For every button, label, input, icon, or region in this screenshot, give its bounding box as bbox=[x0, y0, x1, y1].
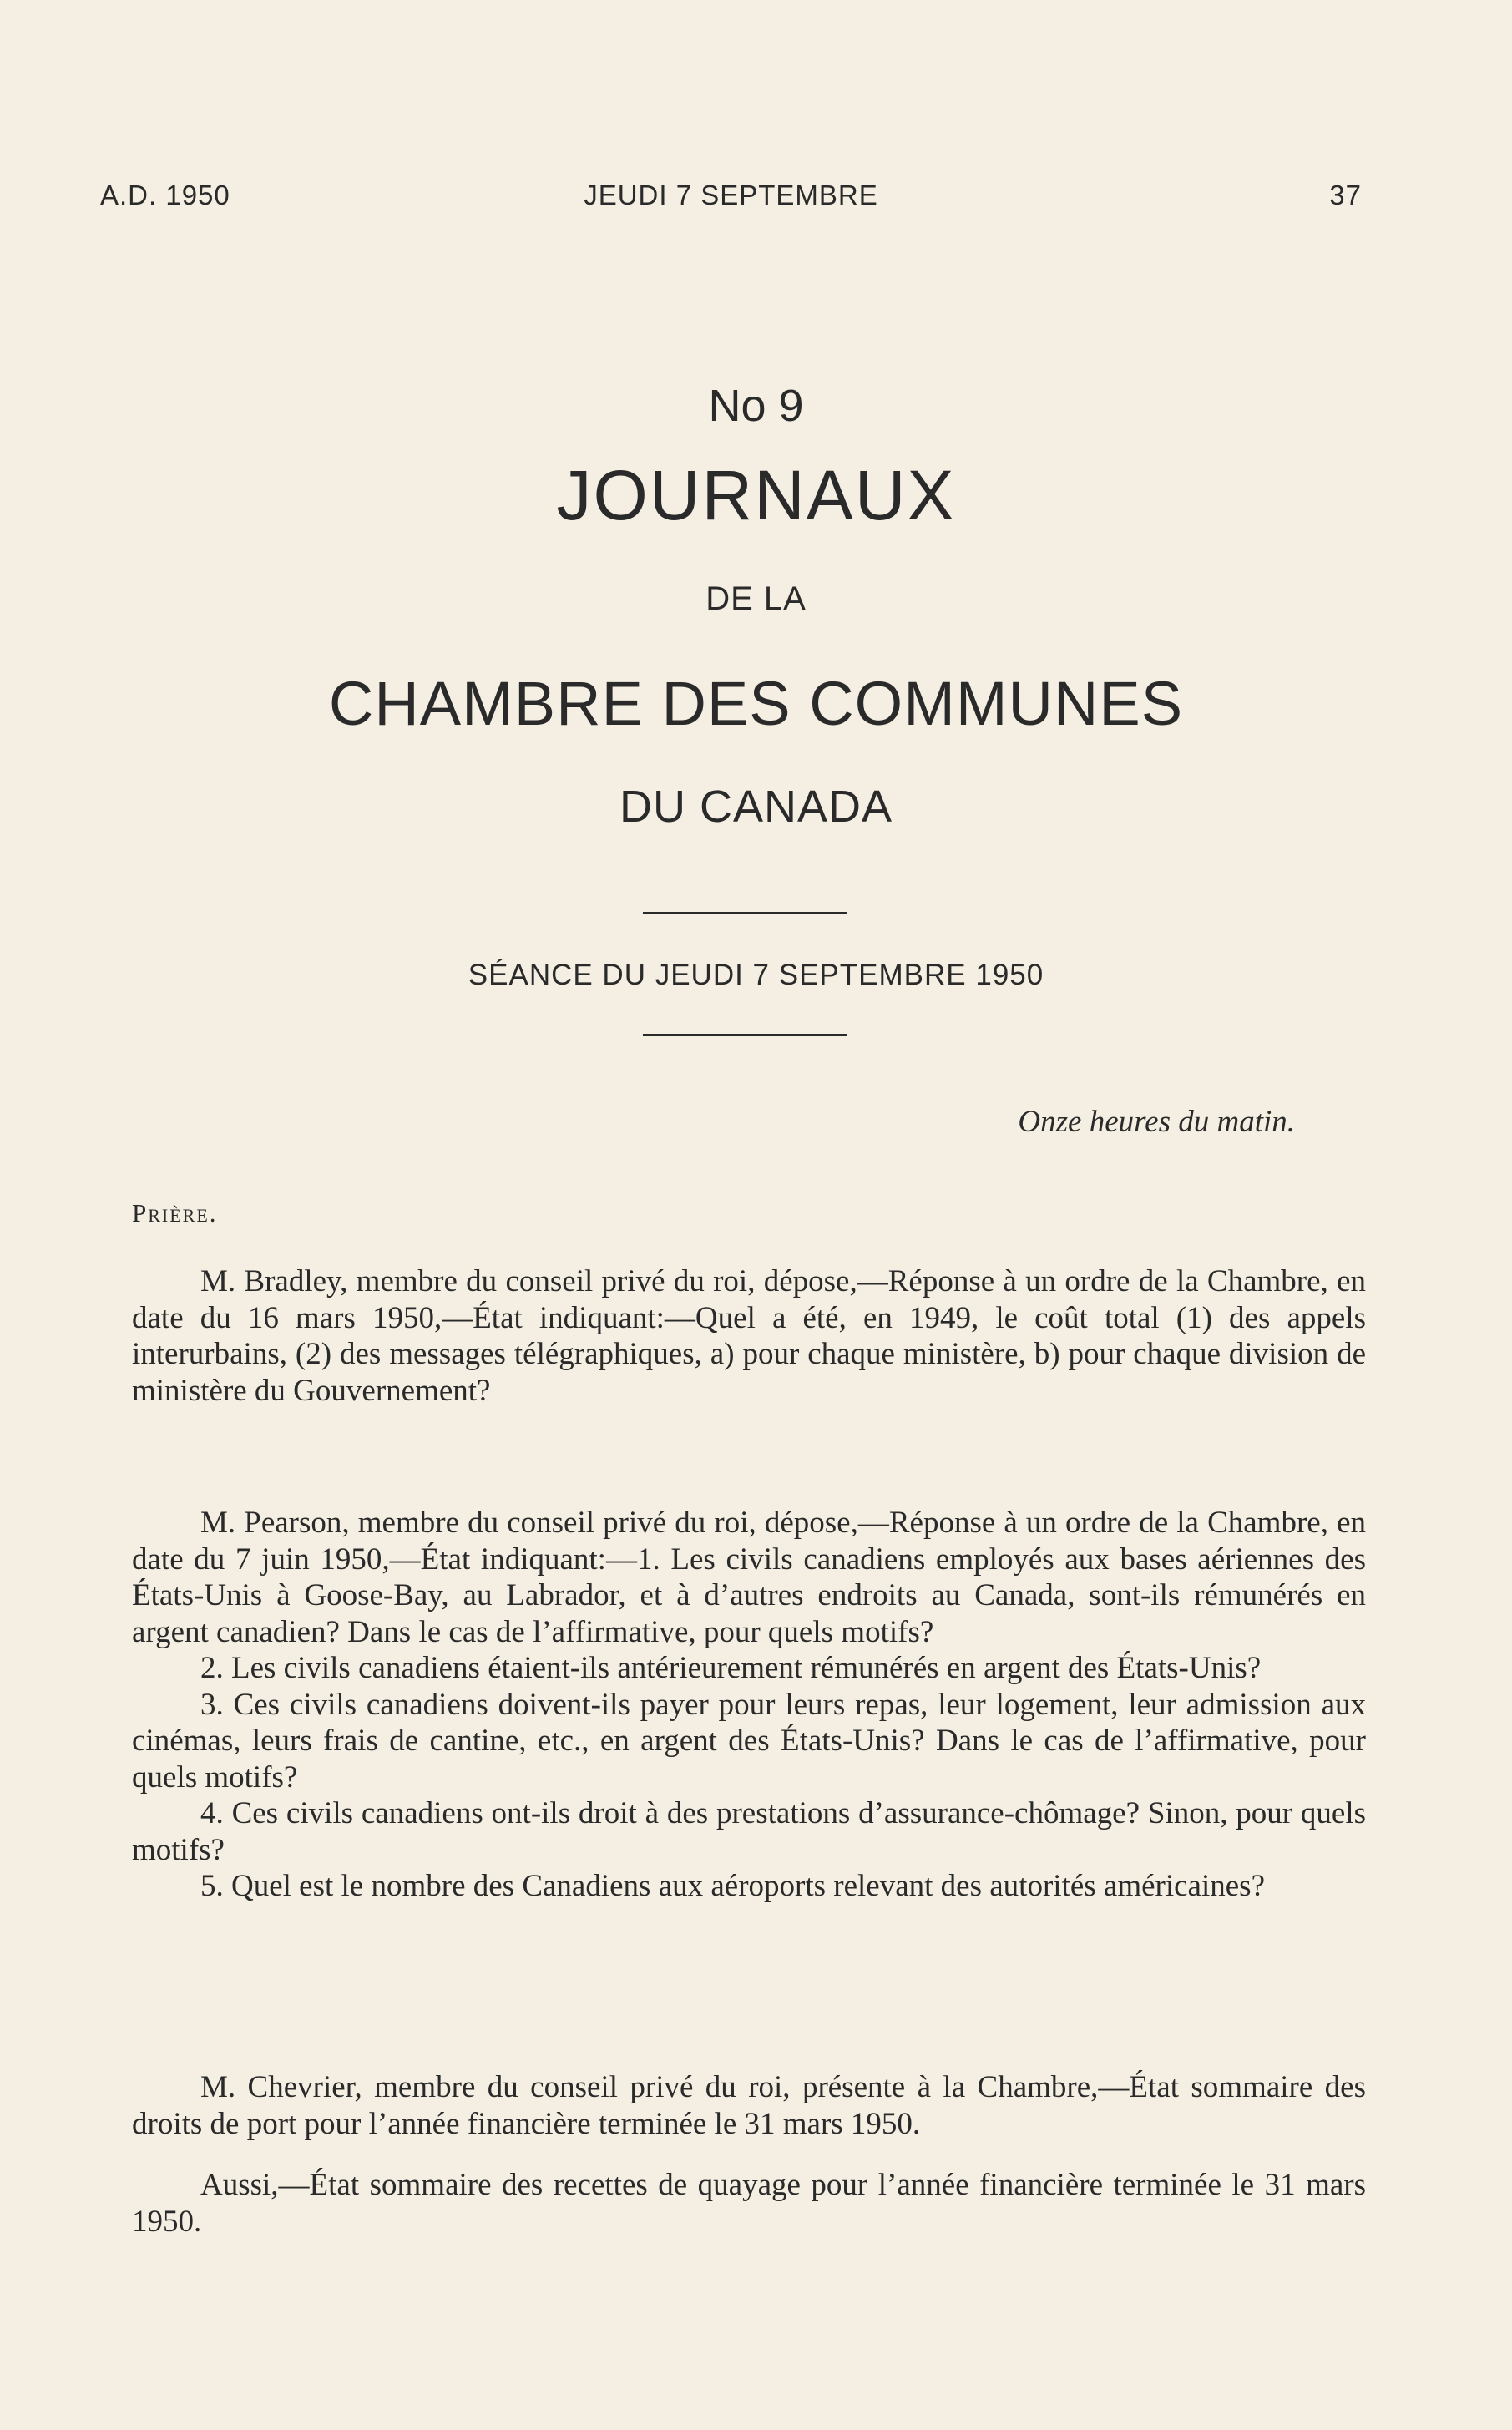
paragraph: 3. Ces civils canadiens doivent-ils payer pour leurs repas, leur logement, leur admission aux cinémas, leurs frais de cantine, etc., en argent des États-Unis? Dans le cas de l’affirmative, pour quels motifs? bbox=[132, 1687, 1366, 1795]
running-head-year: A.D. 1950 bbox=[100, 180, 230, 210]
entry-chevrier bbox=[132, 2069, 1366, 2240]
prayer-heading: Prière. bbox=[132, 1198, 218, 1228]
paragraph: 4. Ces civils canadiens ont-ils droit à des prestations d’assurance-chômage? Sinon, pour quels motifs? bbox=[132, 1796, 1366, 1867]
paragraph: M. Pearson, membre du conseil privé du roi, dépose,—Réponse à un ordre de la Chambre, en date du 7 juin 1950,—État indiquant:—1. Les civils canadiens employés aux bases aériennes des États-Unis à Goose-Bay, au Labrador, et à d’autres endroits au Canada, sont-ils rémunérés en argent canadien? Dans le cas de l’affirmative, pour quels motifs? bbox=[132, 1506, 1366, 1649]
house-name: CHAMBRE DES COMMUNES bbox=[328, 669, 1184, 738]
paragraph: M. Chevrier, membre du conseil privé du roi, présente à la Chambre,—État sommaire des droits de port pour l’année financière terminée le 31 mars 1950. bbox=[132, 2070, 1366, 2141]
paragraph: 5. Quel est le nombre des Canadiens aux aéroports relevant des autorités américaines? bbox=[200, 1869, 1266, 1903]
country-name: DU CANADA bbox=[619, 782, 893, 832]
entry-bradley bbox=[132, 1263, 1366, 1409]
journal-title: JOURNAUX bbox=[556, 456, 956, 534]
paragraph: Aussi,—État sommaire des recettes de quayage pour l’année financière terminée le 31 mars 1950. bbox=[132, 2168, 1366, 2239]
divider-rule bbox=[643, 1034, 847, 1036]
paragraph: 2. Les civils canadiens étaient-ils antérieurement rémunérés en argent des États-Unis? bbox=[200, 1651, 1262, 1685]
issue-number: No 9 bbox=[708, 381, 804, 431]
paragraph: M. Bradley, membre du conseil privé du roi, dépose,—Réponse à un ordre de la Chambre, en date du 16 mars 1950,—État indiquant:—Quel a été, en 1949, le coût total (1) des appels interurbains, (2) des messages télégraphiques, a) pour chaque ministère, b) pour chaque division de ministère du Gouvernement? bbox=[132, 1264, 1366, 1408]
running-head-date: JEUDI 7 SEPTEMBRE bbox=[584, 180, 878, 210]
entry-pearson bbox=[132, 1505, 1366, 1905]
page-number: 37 bbox=[1329, 180, 1362, 210]
journal-subtitle: DE LA bbox=[705, 580, 807, 617]
divider-rule bbox=[643, 912, 847, 914]
running-head bbox=[100, 180, 1362, 221]
sitting-time: Onze heures du matin. bbox=[1018, 1105, 1295, 1139]
sitting-heading: SÉANCE DU JEUDI 7 SEPTEMBRE 1950 bbox=[468, 959, 1044, 991]
